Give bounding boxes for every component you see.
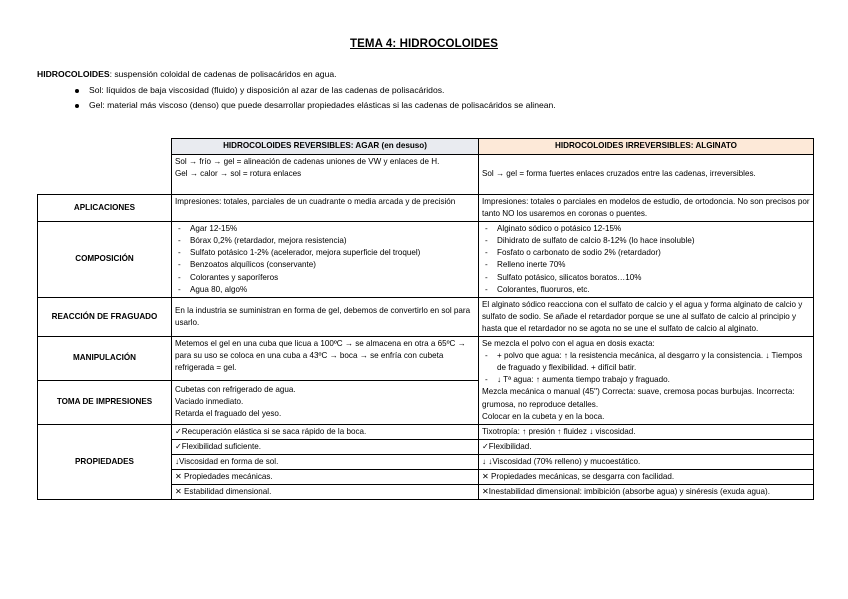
label-toma-impresiones: TOMA DE IMPRESIONES — [38, 380, 172, 424]
propiedades-alginato-cell: ✕ Propiedades mecánicas, se desgarra con facilidad. — [479, 469, 814, 484]
label-manipulacion: MANIPULACIÓN — [38, 337, 172, 381]
label-composicion: COMPOSICIÓN — [38, 222, 172, 298]
empty-label-cell — [38, 155, 172, 195]
propiedades-agar-cell: ✕ Propiedades mecánicas. — [172, 469, 479, 484]
propiedades-alginato-cell: Tixotropía: ↑ presión ↑ fluidez ↓ viscosidad. — [479, 424, 814, 439]
comparison-table — [37, 138, 814, 500]
aplicaciones-alginato: Impresiones: totales o parciales en modelos de estudio, de ortodoncia. No son precisos por tanto NO los usaremos en coronas o puentes. — [479, 195, 814, 222]
row-general — [38, 155, 814, 195]
propiedades-agar-cell: ✓Flexibilidad suficiente. — [172, 439, 479, 454]
intro-term: HIDROCOLOIDES — [37, 69, 110, 79]
list-item: - Agua 80, algo% — [175, 284, 475, 296]
empty-corner-cell — [38, 139, 172, 155]
row-reaccion-fraguado — [38, 297, 814, 336]
composicion-alginato-list — [482, 223, 810, 296]
row-aplicaciones — [38, 195, 814, 222]
manipulacion-alginato — [479, 337, 814, 425]
row-composicion — [38, 222, 814, 298]
manipulacion-agar: Metemos el gel en una cuba que licua a 100ºC → se almacena en otra a 65ºC → para su uso se coloca en una cuba a 43ºC → boca → se enfría con cubeta refrigerada = gel. — [172, 337, 479, 381]
aplicaciones-agar: Impresiones: totales, parciales de un cuadrante o media arcada y de precisión — [172, 195, 479, 222]
page-title: TEMA 4: HIDROCOLOIDES — [350, 38, 498, 50]
propiedades-agar-cell: ✓Recuperación elástica si se saca rápido de la boca. — [172, 424, 479, 439]
list-item: - + polvo que agua: ↑ la resistencia mecánica, al desgarro y la consistencia. ↓ Tiempos de fraguado y flexibilidad. + difícil batir. — [482, 350, 810, 374]
intro-definition — [37, 67, 817, 83]
list-item: - Alginato sódico o potásico 12-15% — [482, 223, 810, 235]
list-item: - Benzoatos alquílicos (conservante) — [175, 259, 475, 271]
propiedades-agar-cell: ✕ Estabilidad dimensional. — [172, 485, 479, 500]
intro-section — [37, 67, 817, 114]
composicion-agar — [172, 222, 479, 298]
propiedades-alginato-cell: ↓ ↓Viscosidad (70% relleno) y mucoestático. — [479, 454, 814, 469]
header-agar: HIDROCOLOIDES REVERSIBLES: AGAR (en desuso) — [172, 139, 479, 155]
intro-definition-text: : suspensión coloidal de cadenas de polisacáridos en agua. — [109, 69, 337, 79]
reaccion-agar: En la industria se suministran en forma de gel, debemos de convertirlo en sol para usarlo. — [172, 297, 479, 336]
list-item: - Colorantes y saporíferos — [175, 272, 475, 284]
header-alginato: HIDROCOLOIDES IRREVERSIBLES: ALGINATO — [479, 139, 814, 155]
composicion-alginato — [479, 222, 814, 298]
bullet-sol: Sol: líquidos de baja viscosidad (fluido) y disposición al azar de las cadenas de polisacáridos. — [75, 83, 817, 99]
label-propiedades: PROPIEDADES — [38, 424, 172, 499]
manipulacion-alginato-mezcla: Mezcla mecánica o manual (45'') Correcta: suave, cremosa pocas burbujas. Incorrecta: grumosa, no reproduce detalles. Colocar en la cubeta y en la boca. — [482, 387, 795, 421]
list-item: - Sulfato potásico, silicatos boratos…10% — [482, 272, 810, 284]
table-header-row — [38, 139, 814, 155]
toma-agar: Cubetas con refrigerado de agua. Vaciado inmediato. Retarda el fraguado del yeso. — [172, 380, 479, 424]
manipulacion-alginato-list — [482, 350, 810, 386]
propiedades-alginato-cell: ✓Flexibilidad. — [479, 439, 814, 454]
label-reaccion-fraguado: REACCIÓN DE FRAGUADO — [38, 297, 172, 336]
list-item: - ↓ Tª agua: ↑ aumenta tiempo trabajo y fraguado. — [482, 374, 810, 386]
composicion-agar-list — [175, 223, 475, 296]
list-item: - Sulfato potásico 1-2% (acelerador, mejora superficie del troquel) — [175, 247, 475, 259]
intro-bullet-list — [37, 83, 817, 114]
label-aplicaciones: APLICACIONES — [38, 195, 172, 222]
list-item: - Agar 12-15% — [175, 223, 475, 235]
bullet-gel: Gel: material más viscoso (denso) que puede desarrollar propiedades elásticas si las cadenas de polisacáridos se alinean. — [75, 98, 817, 114]
general-alginato: Sol → gel = forma fuertes enlaces cruzados entre las cadenas, irreversibles. — [479, 155, 814, 195]
list-item: - Colorantes, fluoruros, etc. — [482, 284, 810, 296]
reaccion-alginato: El alginato sódico reacciona con el sulfato de calcio y el agua y forma alginato de calcio y sulfato de sodio. Se añade el retardador porque se une al sulfato de calcio al principio y hasta que el retardador no se agota no se une el sulfato de calcio al alginato. — [479, 297, 814, 336]
propiedades-alginato-cell: ✕Inestabilidad dimensional: imbibición (absorbe agua) y sinéresis (exuda agua). — [479, 485, 814, 500]
manipulacion-alginato-intro: Se mezcla el polvo con el agua en dosis exacta: — [482, 339, 655, 349]
list-item: - Dihidrato de sulfato de calcio 8-12% (lo hace insoluble) — [482, 235, 810, 247]
list-item: - Bórax 0,2% (retardador, mejora resistencia) — [175, 235, 475, 247]
list-item: - Relleno inerte 70% — [482, 259, 810, 271]
propiedades-agar-cell: ↓Viscosidad en forma de sol. — [172, 454, 479, 469]
list-item: - Fosfato o carbonato de sodio 2% (retardador) — [482, 247, 810, 259]
row-propiedades — [38, 424, 814, 439]
row-manipulacion — [38, 337, 814, 381]
general-agar: Sol → frío → gel = alineación de cadenas uniones de VW y enlaces de H. Gel → calor → sol = rotura enlaces — [172, 155, 479, 195]
